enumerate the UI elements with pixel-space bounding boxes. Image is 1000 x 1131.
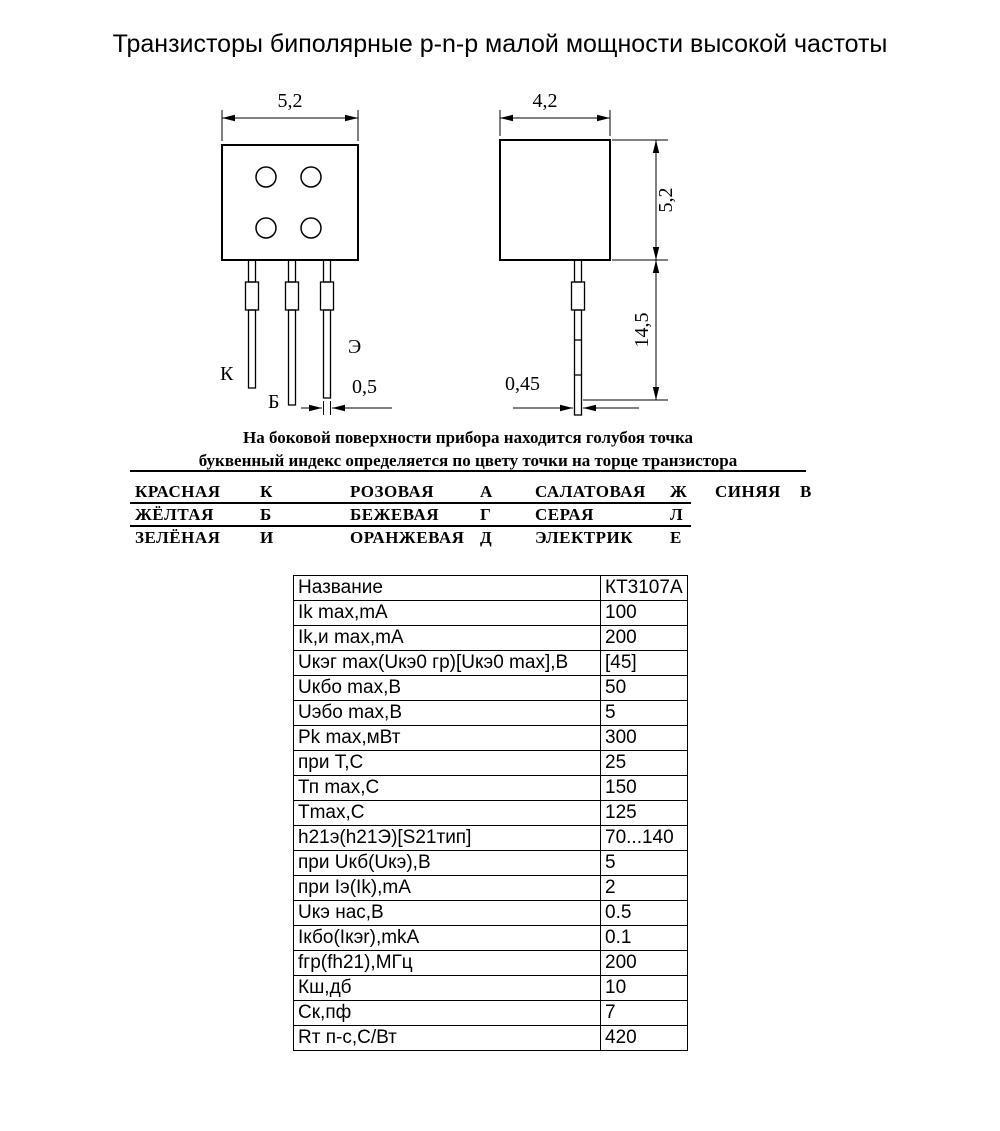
param-value-cell: 70...140 [601, 826, 688, 851]
page-title: Транзисторы биполярные p-n-p малой мощности высокой частоты [112, 30, 888, 58]
color-letter [800, 503, 840, 526]
pin-label-collector: К [220, 363, 234, 385]
param-value-cell: 0.5 [601, 901, 688, 926]
color-code-table [135, 480, 840, 549]
table-row [294, 976, 688, 1001]
param-name-cell: Ik,и max,mA [294, 626, 601, 651]
side-view-body [500, 140, 610, 260]
color-name: ЖЁЛТАЯ [135, 505, 214, 524]
table-row [294, 626, 688, 651]
color-name: КРАСНАЯ [135, 482, 221, 501]
color-name: ЭЛЕКТРИК [535, 528, 634, 547]
front-view-body [222, 145, 358, 260]
color-letter: Л [670, 505, 684, 524]
table-row [294, 676, 688, 701]
param-value-cell: 10 [601, 976, 688, 1001]
table-row [294, 776, 688, 801]
pin-label-base: Б [268, 391, 280, 413]
color-letter: А [480, 482, 493, 501]
param-value-cell: 50 [601, 676, 688, 701]
color-name: СЕРАЯ [535, 505, 594, 524]
front-view-leads [246, 260, 334, 405]
color-letter [800, 526, 840, 549]
table-row [294, 751, 688, 776]
param-value-cell: 0.1 [601, 926, 688, 951]
param-value-cell: 2 [601, 876, 688, 901]
color-letter: Г [480, 505, 492, 524]
color-name: САЛАТОВАЯ [535, 482, 646, 501]
note-line-1: На боковой поверхности прибора находится голубоя точка [242, 428, 694, 447]
color-table-row-line [130, 502, 691, 504]
param-name-cell: Pk max,мВт [294, 726, 601, 751]
mounting-hole [256, 218, 276, 238]
mounting-hole [301, 167, 321, 187]
table-row [294, 901, 688, 926]
color-name [715, 526, 800, 549]
param-value-cell: КТ3107А [601, 576, 688, 601]
param-value-cell: 100 [601, 601, 688, 626]
param-value-cell: 125 [601, 801, 688, 826]
param-name-cell: при Uкб(Uкэ),В [294, 851, 601, 876]
param-value-cell: 5 [601, 851, 688, 876]
param-name-cell: Rт п-с,С/Вт [294, 1026, 601, 1051]
table-row [294, 926, 688, 951]
table-row [294, 651, 688, 676]
param-name-cell: при Т,С [294, 751, 601, 776]
parameters-table [293, 575, 688, 1051]
mounting-hole [256, 167, 276, 187]
color-name: СИНЯЯ [715, 482, 781, 501]
color-letter: Е [670, 528, 682, 547]
front-width-dim-label: 5,2 [277, 90, 303, 112]
param-name-cell: Uкэг max(Uкэ0 гр)[Uкэ0 max],В [294, 651, 601, 676]
front-lead-dim-label: 0,5 [352, 376, 377, 398]
param-value-cell: 150 [601, 776, 688, 801]
color-table-row-line [130, 525, 691, 527]
table-row [294, 701, 688, 726]
color-letter: И [260, 528, 274, 547]
table-row [294, 876, 688, 901]
param-value-cell: 200 [601, 951, 688, 976]
param-value-cell: 5 [601, 701, 688, 726]
color-letter: К [260, 482, 273, 501]
param-name-cell: Тп max,С [294, 776, 601, 801]
color-name [715, 503, 800, 526]
table-row [294, 1026, 688, 1051]
color-letter: Ж [670, 482, 688, 501]
param-name-cell: Uэбо max,В [294, 701, 601, 726]
param-value-cell: 420 [601, 1026, 688, 1051]
param-name-cell: Uкэ нас,В [294, 901, 601, 926]
package-drawings [0, 75, 1000, 435]
table-row [294, 576, 688, 601]
param-name-cell: при Iэ(Ik),mA [294, 876, 601, 901]
param-name-cell: Uкбо max,В [294, 676, 601, 701]
side-lead-width-dim-label: 0,45 [505, 373, 540, 395]
color-name: БЕЖЕВАЯ [350, 505, 440, 524]
note-line-2: буквенный индекс определяется по цвету точки на торце транзистора [198, 451, 738, 470]
front-view-dimension-lines [222, 110, 392, 415]
table-row [294, 726, 688, 751]
pin-label-emitter: Э [348, 336, 362, 358]
table-row [294, 851, 688, 876]
param-name-cell: Iкбо(Iкэr),mkA [294, 926, 601, 951]
table-row [294, 1001, 688, 1026]
param-name-cell: h21э(h21Э)[S21тип] [294, 826, 601, 851]
param-value-cell: 200 [601, 626, 688, 651]
param-name-cell: Название [294, 576, 601, 601]
param-name-cell: Tmax,С [294, 801, 601, 826]
param-name-cell: Ik max,mA [294, 601, 601, 626]
table-row [294, 951, 688, 976]
param-value-cell: 7 [601, 1001, 688, 1026]
side-width-dim-label: 4,2 [532, 90, 558, 112]
side-lead-length-dim-label: 14,5 [631, 312, 653, 348]
color-name: ОРАНЖЕВАЯ [350, 528, 465, 547]
table-row [294, 601, 688, 626]
param-name-cell: Кш,дб [294, 976, 601, 1001]
table-row [294, 801, 688, 826]
mounting-hole [301, 218, 321, 238]
color-name: РОЗОВАЯ [350, 482, 435, 501]
param-value-cell: [45] [601, 651, 688, 676]
param-value-cell: 25 [601, 751, 688, 776]
color-letter: Д [480, 528, 493, 547]
color-letter: В [800, 482, 812, 501]
table-row [294, 826, 688, 851]
param-value-cell: 300 [601, 726, 688, 751]
divider-line [130, 470, 806, 472]
color-name: ЗЕЛЁНАЯ [135, 528, 221, 547]
side-body-height-dim-label: 5,2 [655, 187, 677, 213]
side-view-lead [572, 260, 585, 415]
param-name-cell: fгр(fh21),МГц [294, 951, 601, 976]
param-name-cell: Ск,пф [294, 1001, 601, 1026]
color-letter: Б [260, 505, 272, 524]
